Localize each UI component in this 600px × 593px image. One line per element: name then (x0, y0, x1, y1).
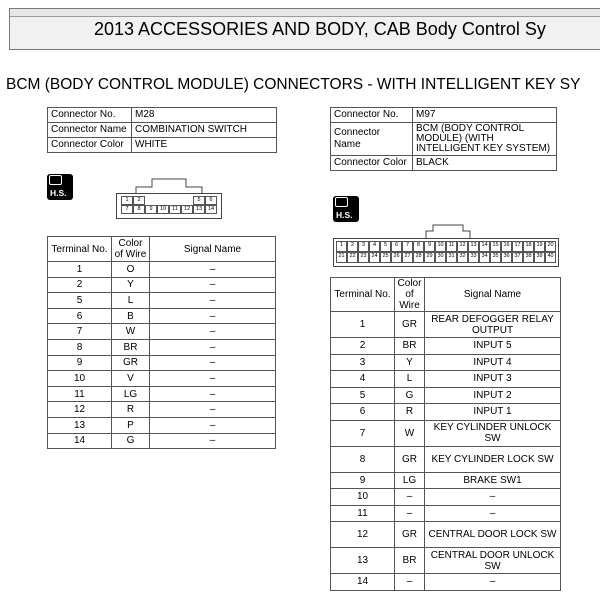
connector-pin: 39 (534, 252, 545, 263)
cell-signal: – (150, 262, 276, 278)
cell-color: R (395, 404, 425, 421)
cell-terminal: 5 (331, 387, 395, 404)
hs-label: H.S. (50, 188, 67, 198)
right-terminal-rows (331, 312, 561, 591)
cell-color: Y (395, 354, 425, 371)
cell-terminal: 2 (48, 277, 112, 293)
info-row (331, 156, 557, 171)
table-row (48, 386, 276, 402)
connector-pin: 7 (121, 205, 133, 214)
cell-signal: – (150, 402, 276, 418)
connector-pin: 20 (545, 241, 556, 252)
cell-signal: BRAKE SW1 (425, 472, 561, 489)
cell-signal: – (150, 293, 276, 309)
cell-signal: CENTRAL DOOR LOCK SW (425, 522, 561, 548)
table-header-row (331, 278, 561, 312)
table-header-row (48, 237, 276, 262)
left-connector-info (47, 107, 277, 153)
header-terminal: Terminal No. (331, 278, 395, 312)
info-value: M28 (132, 108, 277, 123)
connector-pin: 5 (380, 241, 391, 252)
table-row (48, 324, 276, 340)
connector-pin: 24 (369, 252, 380, 263)
connector-pin: 15 (490, 241, 501, 252)
header-terminal: Terminal No. (48, 237, 112, 262)
cell-color: GR (395, 522, 425, 548)
cell-terminal: 9 (331, 472, 395, 489)
connector-pin: 29 (424, 252, 435, 263)
connector-glyph-icon (49, 175, 62, 185)
connector-pin: 1 (121, 196, 133, 205)
cell-signal: CENTRAL DOOR UNLOCK SW (425, 548, 561, 574)
connector-pin: 12 (181, 205, 193, 214)
section-heading: BCM (BODY CONTROL MODULE) CONNECTORS - WITH INTELLIGENT KEY SY (6, 76, 581, 93)
connector-pin: 21 (336, 252, 347, 263)
info-label: Connector No. (48, 108, 132, 123)
connector-pin: 8 (133, 205, 145, 214)
cell-color: Y (112, 277, 150, 293)
title-bar-strip (10, 9, 600, 17)
info-label: Connector Name (48, 123, 132, 138)
cell-color: W (112, 324, 150, 340)
connector-pin: 10 (157, 205, 169, 214)
table-row (331, 446, 561, 472)
cell-signal: – (150, 386, 276, 402)
cell-signal: REAR DEFOGGER RELAY OUTPUT (425, 312, 561, 338)
cell-terminal: 9 (48, 355, 112, 371)
harness-side-icon (47, 174, 73, 200)
cell-color: L (395, 371, 425, 388)
info-value: M97 (413, 108, 557, 123)
table-row (331, 489, 561, 506)
cell-color: – (395, 574, 425, 591)
cell-signal: INPUT 4 (425, 354, 561, 371)
table-row (48, 308, 276, 324)
connector-pin: 19 (534, 241, 545, 252)
table-row (48, 355, 276, 371)
connector-pin (157, 196, 169, 205)
cell-terminal: 6 (48, 308, 112, 324)
cell-signal: – (150, 371, 276, 387)
connector-pin: 32 (457, 252, 468, 263)
connector-pin: 13 (193, 205, 205, 214)
table-row (331, 574, 561, 591)
cell-color: – (395, 489, 425, 506)
cell-terminal: 2 (331, 338, 395, 355)
cell-color: GR (395, 312, 425, 338)
table-row (331, 505, 561, 522)
table-row (48, 277, 276, 293)
connector-pin: 11 (169, 205, 181, 214)
table-row (331, 522, 561, 548)
connector-pin: 26 (391, 252, 402, 263)
cell-color: W (395, 420, 425, 446)
cell-signal: INPUT 1 (425, 404, 561, 421)
cell-signal: INPUT 3 (425, 371, 561, 388)
cell-color: G (395, 387, 425, 404)
cell-signal: INPUT 2 (425, 387, 561, 404)
connector-pin: 31 (446, 252, 457, 263)
connector-pin: 17 (512, 241, 523, 252)
connector-pin: 30 (435, 252, 446, 263)
right-terminal-table (330, 277, 561, 591)
table-row (331, 354, 561, 371)
cell-color: O (112, 262, 150, 278)
cell-color: BR (395, 338, 425, 355)
connector-pin: 6 (205, 196, 217, 205)
table-row (331, 371, 561, 388)
cell-color: LG (112, 386, 150, 402)
connector-pin: 9 (424, 241, 435, 252)
info-row (331, 108, 557, 123)
connector-pin: 35 (490, 252, 501, 263)
cell-signal: – (150, 339, 276, 355)
cell-terminal: 12 (331, 522, 395, 548)
connector-pin: 23 (358, 252, 369, 263)
connector-pin: 6 (391, 241, 402, 252)
connector-pin: 10 (435, 241, 446, 252)
connector-pin: 1 (336, 241, 347, 252)
table-row (331, 312, 561, 338)
cell-terminal: 5 (48, 293, 112, 309)
connector-pin: 2 (347, 241, 358, 252)
connector-pin: 4 (369, 241, 380, 252)
connector-pin: 28 (413, 252, 424, 263)
cell-color: GR (395, 446, 425, 472)
connector-pin: 33 (468, 252, 479, 263)
hs-label: H.S. (336, 210, 353, 220)
table-row (331, 338, 561, 355)
connector-pin: 16 (501, 241, 512, 252)
info-value: WHITE (132, 138, 277, 153)
right-connector-diagram (333, 224, 559, 268)
cell-signal: – (425, 574, 561, 591)
cell-color: V (112, 371, 150, 387)
left-terminal-rows (48, 262, 276, 449)
table-row (48, 339, 276, 355)
cell-signal: – (150, 433, 276, 449)
cell-terminal: 10 (48, 371, 112, 387)
cell-signal: – (150, 417, 276, 433)
cell-color: B (112, 308, 150, 324)
page-title: 2013 ACCESSORIES AND BODY, CAB Body Control Sy (94, 19, 546, 39)
table-row (48, 402, 276, 418)
cell-terminal: 1 (331, 312, 395, 338)
table-row (48, 262, 276, 278)
harness-side-icon (333, 196, 359, 222)
cell-color: LG (395, 472, 425, 489)
cell-terminal: 1 (48, 262, 112, 278)
connector-pin: 37 (512, 252, 523, 263)
connector-pin: 5 (193, 196, 205, 205)
cell-signal: – (150, 277, 276, 293)
table-row (331, 387, 561, 404)
connector-pin: 8 (413, 241, 424, 252)
cell-signal: – (150, 324, 276, 340)
connector-pin: 13 (468, 241, 479, 252)
cell-color: R (112, 402, 150, 418)
info-row (48, 123, 277, 138)
connector-pin: 7 (402, 241, 413, 252)
info-label: Connector Color (331, 156, 413, 171)
connector-pin: 14 (205, 205, 217, 214)
info-label: Connector Color (48, 138, 132, 153)
info-row (331, 123, 557, 156)
cell-signal: – (425, 505, 561, 522)
cell-terminal: 14 (331, 574, 395, 591)
cell-signal: KEY CYLINDER UNLOCK SW (425, 420, 561, 446)
info-label: Connector No. (331, 108, 413, 123)
cell-terminal: 8 (48, 339, 112, 355)
cell-terminal: 14 (48, 433, 112, 449)
info-value: BCM (BODY CONTROL MODULE) (WITH INTELLIGENT KEY SYSTEM) (413, 123, 557, 156)
table-row (48, 433, 276, 449)
table-row (331, 420, 561, 446)
info-row (48, 138, 277, 153)
cell-terminal: 8 (331, 446, 395, 472)
cell-terminal: 11 (48, 386, 112, 402)
connector-pin: 9 (145, 205, 157, 214)
connector-pin: 14 (479, 241, 490, 252)
connector-pin (145, 196, 157, 205)
table-row (48, 293, 276, 309)
table-row (331, 404, 561, 421)
cell-color: BR (112, 339, 150, 355)
cell-terminal: 10 (331, 489, 395, 506)
table-row (48, 371, 276, 387)
table-row (331, 548, 561, 574)
cell-terminal: 13 (48, 417, 112, 433)
left-connector-diagram (116, 177, 222, 219)
cell-terminal: 4 (331, 371, 395, 388)
table-row (331, 472, 561, 489)
connector-glyph-icon (335, 197, 348, 207)
cell-color: G (112, 433, 150, 449)
title-bar (9, 8, 600, 50)
cell-terminal: 11 (331, 505, 395, 522)
connector-pin: 11 (446, 241, 457, 252)
connector-pin: 2 (133, 196, 145, 205)
header-signal: Signal Name (425, 278, 561, 312)
connector-pin: 38 (523, 252, 534, 263)
connector-pin: 25 (380, 252, 391, 263)
info-row (48, 108, 277, 123)
right-connector-info (330, 107, 557, 171)
header-color: Color of Wire (395, 278, 425, 312)
cell-signal: KEY CYLINDER LOCK SW (425, 446, 561, 472)
cell-signal: INPUT 5 (425, 338, 561, 355)
cell-color: BR (395, 548, 425, 574)
cell-signal: – (425, 489, 561, 506)
cell-terminal: 12 (48, 402, 112, 418)
cell-signal: – (150, 308, 276, 324)
table-row (48, 417, 276, 433)
connector-pin: 27 (402, 252, 413, 263)
connector-pin: 36 (501, 252, 512, 263)
cell-color: – (395, 505, 425, 522)
cell-color: L (112, 293, 150, 309)
connector-pin: 40 (545, 252, 556, 263)
cell-terminal: 6 (331, 404, 395, 421)
connector-pin: 22 (347, 252, 358, 263)
header-signal: Signal Name (150, 237, 276, 262)
cell-color: GR (112, 355, 150, 371)
left-terminal-table (47, 236, 276, 449)
info-label: Connector Name (331, 123, 413, 156)
cell-terminal: 13 (331, 548, 395, 574)
cell-terminal: 7 (48, 324, 112, 340)
cell-terminal: 3 (331, 354, 395, 371)
cell-color: P (112, 417, 150, 433)
header-color: Color of Wire (112, 237, 150, 262)
connector-pin: 18 (523, 241, 534, 252)
cell-signal: – (150, 355, 276, 371)
cell-terminal: 7 (331, 420, 395, 446)
connector-pin: 34 (479, 252, 490, 263)
connector-pin: 12 (457, 241, 468, 252)
info-value: BLACK (413, 156, 557, 171)
info-value: COMBINATION SWITCH (132, 123, 277, 138)
connector-pin: 3 (358, 241, 369, 252)
